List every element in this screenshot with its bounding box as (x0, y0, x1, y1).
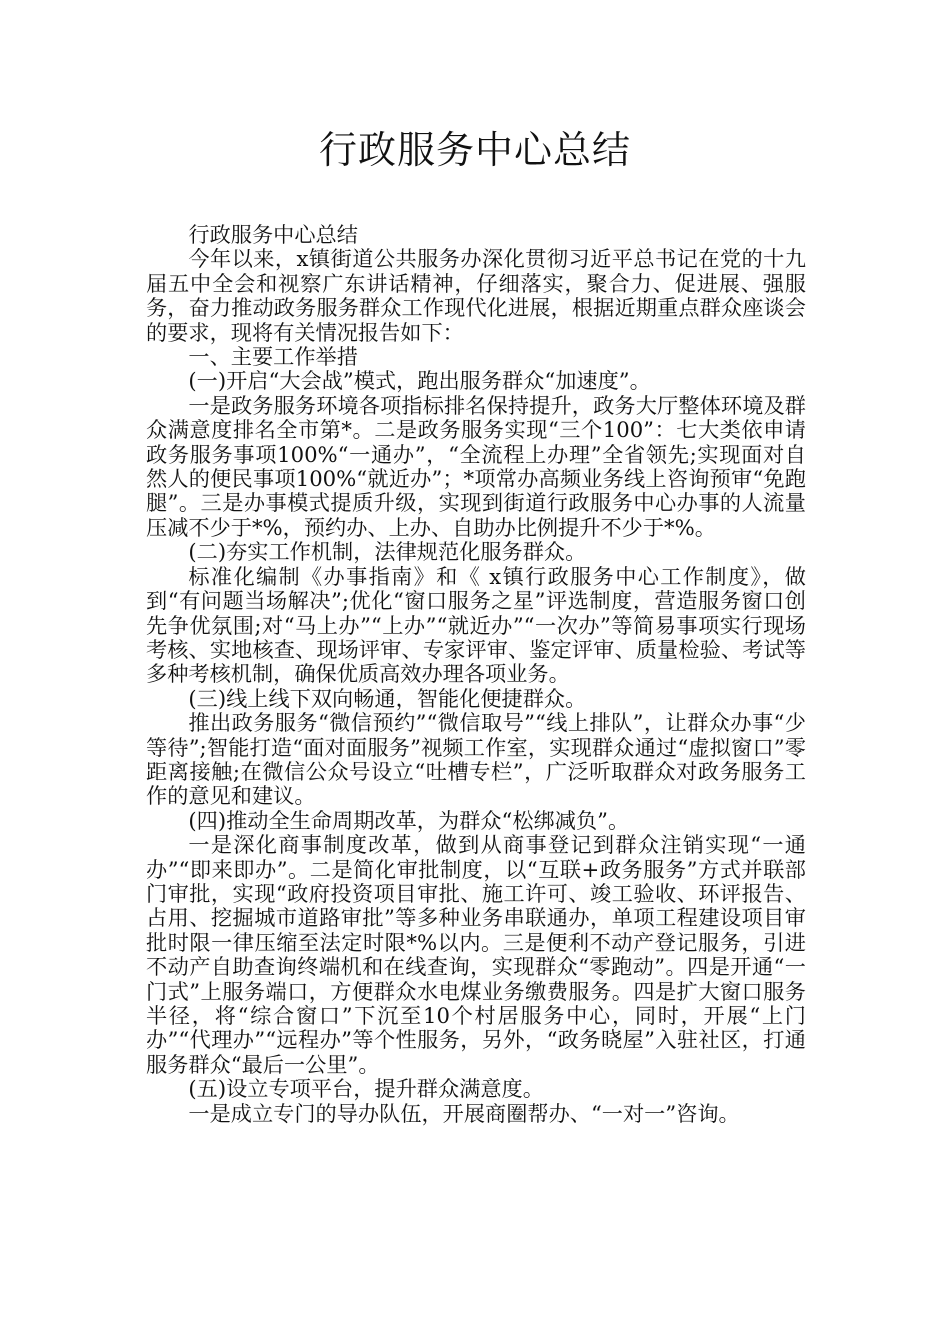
subheading-4: (四)推动全生命周期改革，为群众“松绑减负”。 (188, 807, 630, 833)
section-heading-main-measures: 一、主要工作举措 (188, 344, 358, 370)
document-body (146, 223, 806, 1126)
paragraph-4: 一是深化商事制度改革，做到从商事登记到群众注销实现“一通办”“即来即办”。二是简化审批制度，以“互联+政务服务”方式并联部门审批，实现“政府投资项目审批、施工许可、竣工验收、环评报告、占用、挖掘城市道路审批”等多种业务串联通办，单项工程建设项目审批时限一律压缩至法定时限*%以内。三是便利不动产登记服务，引进不动产自助查询终端机和在线查询，实现群众“零跑动”。四是开通“一门式”上服务端口，方便群众水电煤业务缴费服务。四是扩大窗口服务半径，将“综合窗口”下沉至10个村居服务中心，同时，开展“上门办”“代理办”“远程办”等个性服务，另外，“政务晓屋”入驻社区，打通服务群众“最后一公里”。 (146, 832, 806, 1077)
paragraph-5: 一是成立专门的导办队伍，开展商圈帮办、“一对一”咨询。 (188, 1100, 740, 1126)
paragraph-1: 一是政务服务环境各项指标排名保持提升，政务大厅整体环境及群众满意度排名全市第*。二是政务服务实现“三个100”：七大类依申请政务服务事项100%“一通办”，“全流程上办理”全省领先;实现面对自然人的便民事项100%“就近办”；*项常办高频业务线上咨询预审“免跑腿”。三是办事模式提质升级，实现到街道行政服务中心办事的人流量压减不少于*%，预约办、上办、自助办比例提升不少于*%。 (146, 392, 806, 540)
subheading-1: (一)开启“大会战”模式，跑出服务群众“加速度”。 (188, 368, 651, 394)
paragraph-heading-repeat: 行政服务中心总结 (188, 222, 358, 247)
paragraph-2: 标准化编制《办事指南》和《 x镇行政服务中心工作制度》，做到“有问题当场解决”;优化“窗口服务之星”评选制度，营造服务窗口创先争优氛围;对“马上办”“上办”“就近办”“一次办”等简易事项实行现场考核、实地核查、现场评审、专家评审、鉴定评审、质量检验、考试等多种考核机制，确保优质高效办理各项业务。 (146, 563, 806, 687)
document-title: 行政服务中心总结 (318, 128, 631, 172)
paragraph-3: 推出政务服务“微信预约”“微信取号”“线上排队”，让群众办事“少等待”;智能打造“面对面服务”视频工作室，实现群众通过“虚拟窗口”零距离接触;在微信公众号设立“吐槽专栏”，广泛听取群众对政务服务工作的意见和建议。 (146, 710, 806, 809)
paragraph-intro: 今年以来，x镇街道公共服务办深化贯彻习近平总书记在党的十九届五中全会和视察广东讲话精神，仔细落实，聚合力、促进展、强服务，奋力推动政务服务群众工作现代化进展，根据近期重点群众座谈会的要求，现将有关情况报告如下： (146, 246, 806, 345)
subheading-2: (二)夯实工作机制，法律规范化服务群众。 (188, 539, 587, 565)
subheading-3: (三)线上线下双向畅通，智能化便捷群众。 (188, 685, 587, 711)
subheading-5: (五)设立专项平台，提升群众满意度。 (188, 1076, 544, 1102)
